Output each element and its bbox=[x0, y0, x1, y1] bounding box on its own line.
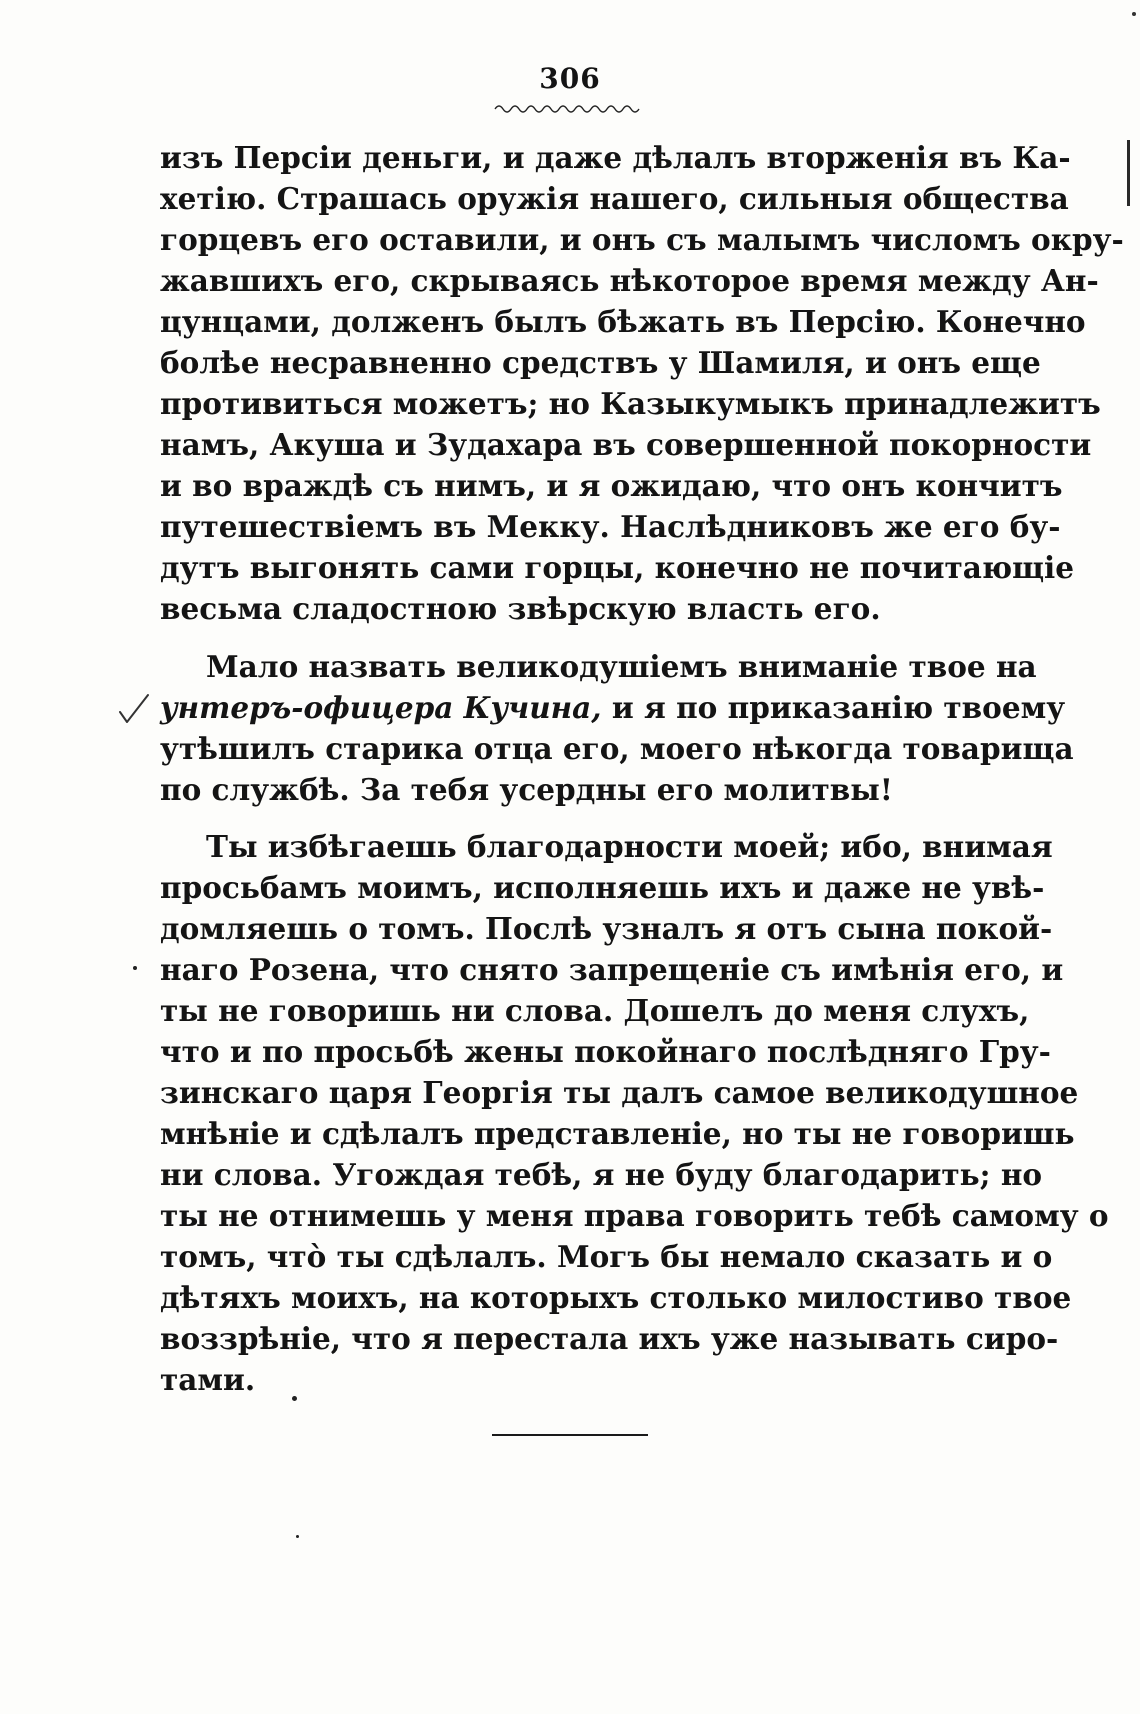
text-line: изъ Персіи деньги, и даже дѣлалъ вторженія въ Ка- bbox=[160, 140, 1071, 175]
margin-speck bbox=[1132, 12, 1136, 16]
text-line: воззрѣніе, что я перестала ихъ уже называть сиро- bbox=[160, 1321, 1059, 1356]
checkmark-icon bbox=[116, 692, 152, 728]
text-line: наго Розена, что снято запрещеніе съ имѣнія его, и bbox=[160, 952, 1064, 987]
text-line: Мало назвать великодушіемъ вниманіе твое на bbox=[206, 649, 1037, 684]
margin-speck bbox=[292, 1396, 297, 1401]
text-line: противиться можетъ; но Казыкумыкъ принадлежитъ bbox=[160, 386, 1101, 421]
text-line: дѣтяхъ моихъ, на которыхъ столько милостиво твое bbox=[160, 1280, 1072, 1315]
text-line: путешествіемъ въ Мекку. Наслѣдниковъ же его бу- bbox=[160, 509, 1061, 544]
text-line: ты не отнимешь у меня права говорить тебѣ самому о bbox=[160, 1198, 1109, 1233]
text-line: дутъ выгонять сами горцы, конечно не почитающіе bbox=[160, 550, 1075, 585]
text-line: весьма сладостною звѣрскую власть его. bbox=[160, 591, 881, 626]
text-line: и во враждѣ съ нимъ, и я ожидаю, что онъ кончитъ bbox=[160, 468, 1063, 503]
text-line: горцевъ его оставили, и онъ съ малымъ числомъ окру- bbox=[160, 222, 1124, 257]
text-line: болѣе несравненно средствъ у Шамиля, и онъ еще bbox=[160, 345, 1041, 380]
text-line: зинскаго царя Георгія ты далъ самое великодушное bbox=[160, 1075, 1079, 1110]
text-line: домляешь о томъ. Послѣ узналъ я отъ сына покой- bbox=[160, 911, 1053, 946]
margin-speck bbox=[133, 966, 137, 970]
text-line: ты не говоришь ни слова. Дошелъ до меня слухъ, bbox=[160, 993, 1030, 1028]
text-line: жавшихъ его, скрываясь нѣкоторое время между Ан- bbox=[160, 263, 1099, 298]
text-line: по службѣ. За тебя усердны его молитвы! bbox=[160, 772, 893, 807]
text-line: намъ, Акуша и Зудахара въ совершенной покорности bbox=[160, 427, 1092, 462]
text-line: цунцами, долженъ былъ бѣжать въ Персію. Конечно bbox=[160, 304, 1086, 339]
italic-name: унтеръ-офицера Кучина, bbox=[160, 690, 602, 725]
text-line: Ты избѣгаешь благодарности моей; ибо, внимая bbox=[206, 829, 1053, 864]
text-line: мнѣніе и сдѣлалъ представленіе, но ты не говоришь bbox=[160, 1116, 1075, 1151]
text-line: ни слова. Угождая тебѣ, я не буду благодарить; но bbox=[160, 1157, 1043, 1192]
paragraph-3 bbox=[160, 826, 1109, 1400]
section-end-rule bbox=[492, 1434, 648, 1436]
margin-speck bbox=[296, 1535, 299, 1538]
text-line: хетію. Страшась оружія нашего, сильныя общества bbox=[160, 181, 1069, 216]
text-line bbox=[160, 687, 1066, 728]
text-line: просьбамъ моимъ, исполняешь ихъ и даже не увѣ- bbox=[160, 870, 1045, 905]
text-line: томъ, что̀ ты сдѣлалъ. Могъ бы немало сказать и о bbox=[160, 1239, 1053, 1274]
page-number: 306 bbox=[539, 62, 601, 95]
paragraph-2 bbox=[160, 646, 1074, 810]
text-line: тами. bbox=[160, 1362, 256, 1397]
margin-bar bbox=[1127, 140, 1130, 206]
text-line: утѣшилъ старика отца его, моего нѣкогда товарища bbox=[160, 731, 1074, 766]
wavy-ornament bbox=[495, 102, 640, 112]
paragraph-1 bbox=[160, 137, 1124, 629]
text-fragment: и я по приказанію твоему bbox=[601, 690, 1066, 725]
text-line: что и по просьбѣ жены покойнаго послѣдняго Гру- bbox=[160, 1034, 1051, 1069]
